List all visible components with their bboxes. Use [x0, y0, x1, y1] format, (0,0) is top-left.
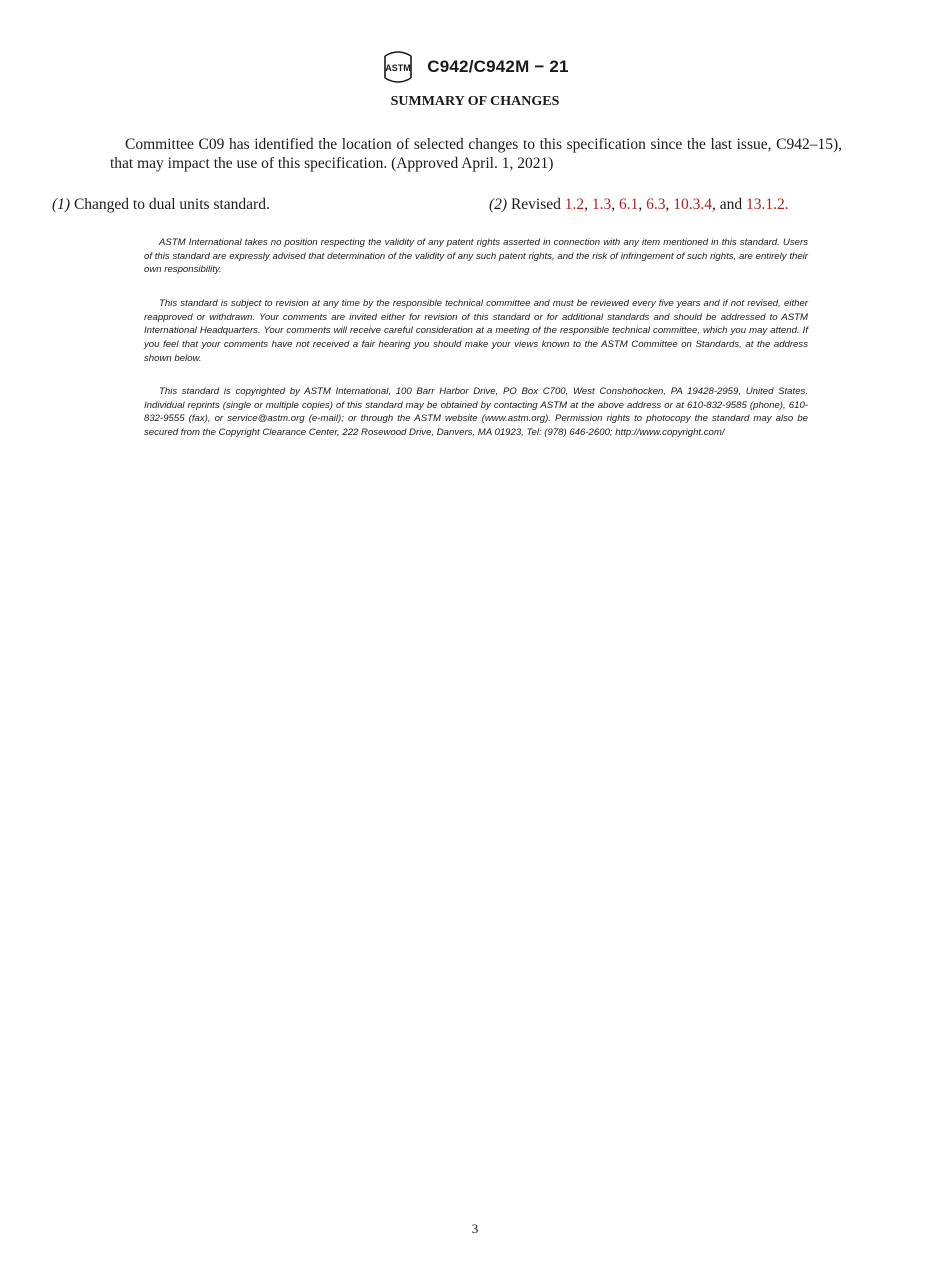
separator: , [712, 196, 716, 213]
separator: , [611, 196, 616, 213]
page-number: 3 [471, 1221, 479, 1236]
section-link-6-1[interactable]: 6.1 [619, 196, 639, 213]
page-header [0, 50, 950, 84]
astm-logo [381, 50, 415, 84]
revision-notice: This standard is subject to revision at any time by the responsible technical committee and must be reviewed every five years and if not revised, either reapproved or withdrawn. Your comments are invited either for revision of this standard or for additional standards and should be addressed to ASTM International Headquarters. Your comments will receive careful consideration at a meeting of the responsible technical committee, which you may attend. If you feel that your comments have not received a fair hearing you should make your views known to the ASTM Committee on Standards, at the address shown below. [144, 298, 808, 364]
section-link-10-3-4[interactable]: 10.3.4 [673, 196, 713, 213]
change-text: Changed to dual units standard. [73, 196, 270, 213]
separator: , [638, 196, 643, 213]
patent-notice: ASTM International takes no position respecting the validity of any patent rights asserted in connection with any item mentioned in this standard. Users of this standard are expressly advised that determination of the validity of any such patent rights, and the risk of infringement of such rights, are entirely their own responsibility. [144, 237, 808, 276]
summary-intro: Committee C09 has identified the location of selected changes to this specification since the last issue, C942–15), that may impact the use of this specification. (Approved April. 1, 2021) [110, 136, 842, 172]
copyright-notice: This standard is copyrighted by ASTM International, 100 Barr Harbor Drive, PO Box C700, West Conshohocken, PA 19428-2959, United States. Individual reprints (single or multiple copies) of this standard may be obtained by contacting ASTM at the above address or at 610-832-9585 (phone), 610-832-9555 (fax), or service@astm.org (e-mail); or through the ASTM website (www.astm.org). Permission rights to photocopy the standard may also be secured from the Copyright Clearance Center, 222 Rosewood Drive, Danvers, MA 01923, Tel: (978) 646-2600; http://www.copyright.com/ [144, 386, 808, 439]
change-number: (1) [52, 196, 71, 213]
change-item-1 [52, 195, 270, 214]
change-number: (2) [489, 196, 508, 213]
change-item-2 [489, 195, 789, 214]
section-link-1-3[interactable]: 1.3 [591, 196, 612, 213]
separator: , [665, 196, 670, 213]
standard-designation: C942/C942M − 21 [427, 57, 569, 76]
summary-title: SUMMARY OF CHANGES [390, 94, 560, 109]
separator: , [584, 196, 589, 213]
svg-text:ASTM: ASTM [385, 63, 412, 73]
change-prefix: Revised [510, 196, 561, 213]
conjunction: and [719, 196, 743, 213]
section-link-1-2[interactable]: 1.2 [564, 196, 585, 213]
section-link-13-1-2[interactable]: 13.1.2. [746, 196, 789, 213]
section-link-6-3[interactable]: 6.3 [646, 196, 666, 213]
